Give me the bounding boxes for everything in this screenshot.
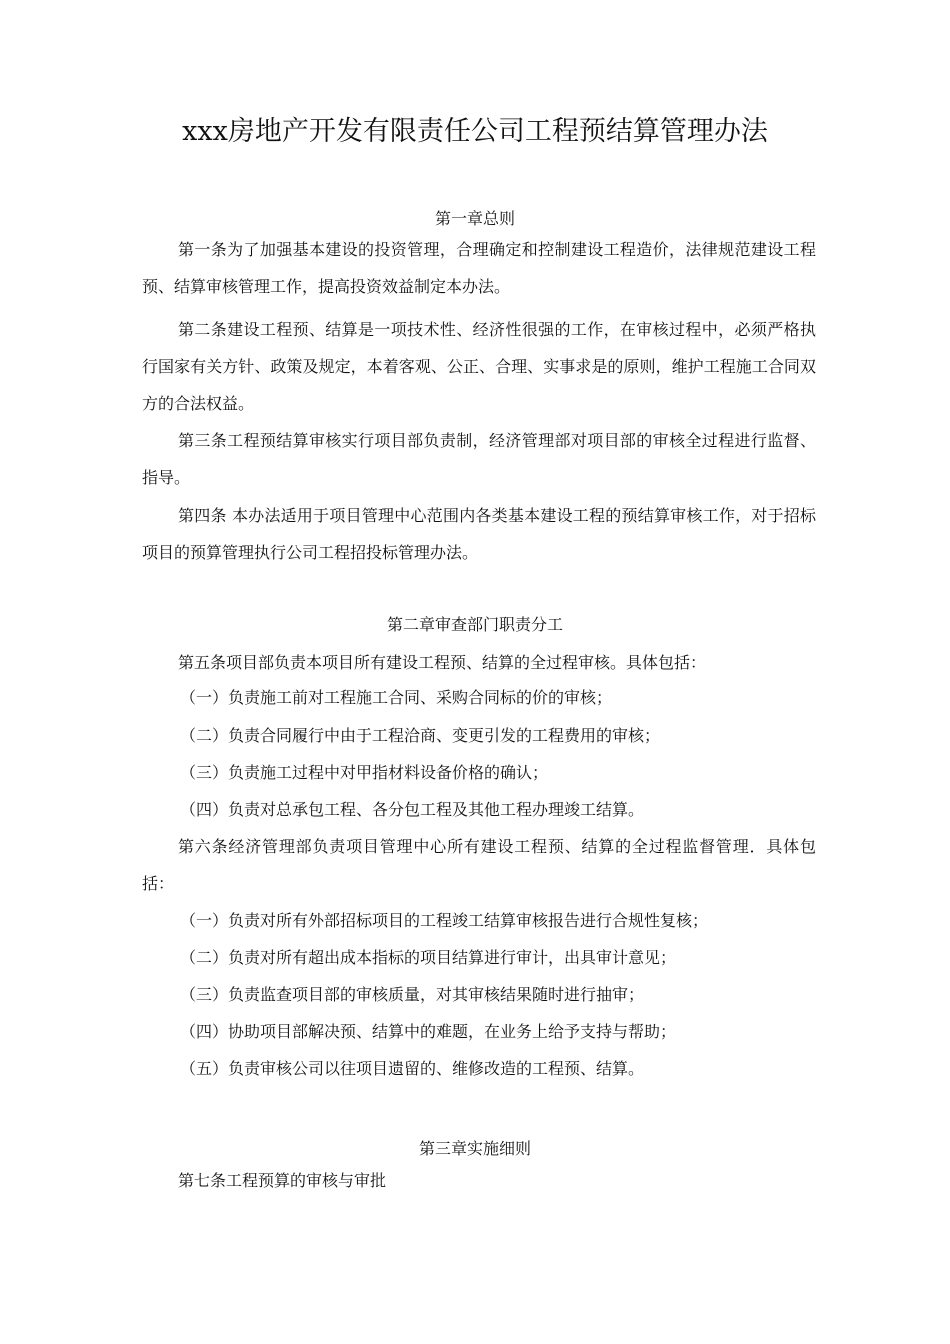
document-title: xxx房地产开发有限责任公司工程预结算管理办法 (182, 116, 768, 147)
chapter-3-heading: 第三章实施细则 (418, 1139, 531, 1158)
article-2: 第二条建设工程预、结算是一项技术性、经济性很强的工作，在审核过程中，必须严格执行国家有关方针、政策及规定，本着客观、公正、合理、实事求是的原则，维护工程施工合同双方的合法权益。 (142, 320, 816, 413)
chapter-2-heading: 第二章审查部门职责分工 (386, 615, 563, 634)
article-1: 第一条为了加强基本建设的投资管理，合理确定和控制建设工程造价，法律规范建设工程预、结算审核管理工作，提高投资效益制定本办法。 (142, 240, 816, 296)
article-5-item: （一）负责施工前对工程施工合同、采购合同标的价的审核； (180, 688, 613, 707)
article-7: 第七条工程预算的审核与审批 (178, 1171, 387, 1190)
article-5-item: （四）负责对总承包工程、各分包工程及其他工程办理竣工结算。 (180, 800, 645, 819)
article-5-item: （三）负责施工过程中对甲指材料设备价格的确认； (180, 763, 549, 782)
article-6: 第六条经济管理部负责项目管理中心所有建设工程预、结算的全过程监督管理．具体包括： (142, 837, 816, 893)
article-6-item: （四）协助项目部解决预、结算中的难题，在业务上给予支持与帮助； (180, 1022, 677, 1041)
chapter-1-heading: 第一章总则 (434, 209, 515, 228)
article-6-item: （二）负责对所有超出成本指标的项目结算进行审计，出具审计意见； (180, 948, 677, 967)
article-6-item: （三）负责监查项目部的审核质量，对其审核结果随时进行抽审； (180, 985, 645, 1004)
article-5: 第五条项目部负责本项目所有建设工程预、结算的全过程审核。具体包括： (178, 653, 707, 672)
article-6-item: （五）负责审核公司以往项目遗留的、维修改造的工程预、结算。 (180, 1059, 645, 1078)
article-5-item: （二）负责合同履行中由于工程洽商、变更引发的工程费用的审核； (180, 726, 661, 745)
article-6-item: （一）负责对所有外部招标项目的工程竣工结算审核报告进行合规性复核； (180, 911, 709, 930)
article-3: 第三条工程预结算审核实行项目部负责制，经济管理部对项目部的审核全过程进行监督、指导。 (142, 431, 816, 487)
article-4: 第四条 本办法适用于项目管理中心范围内各类基本建设工程的预结算审核工作，对于招标项目的预算管理执行公司工程招投标管理办法。 (142, 506, 816, 562)
